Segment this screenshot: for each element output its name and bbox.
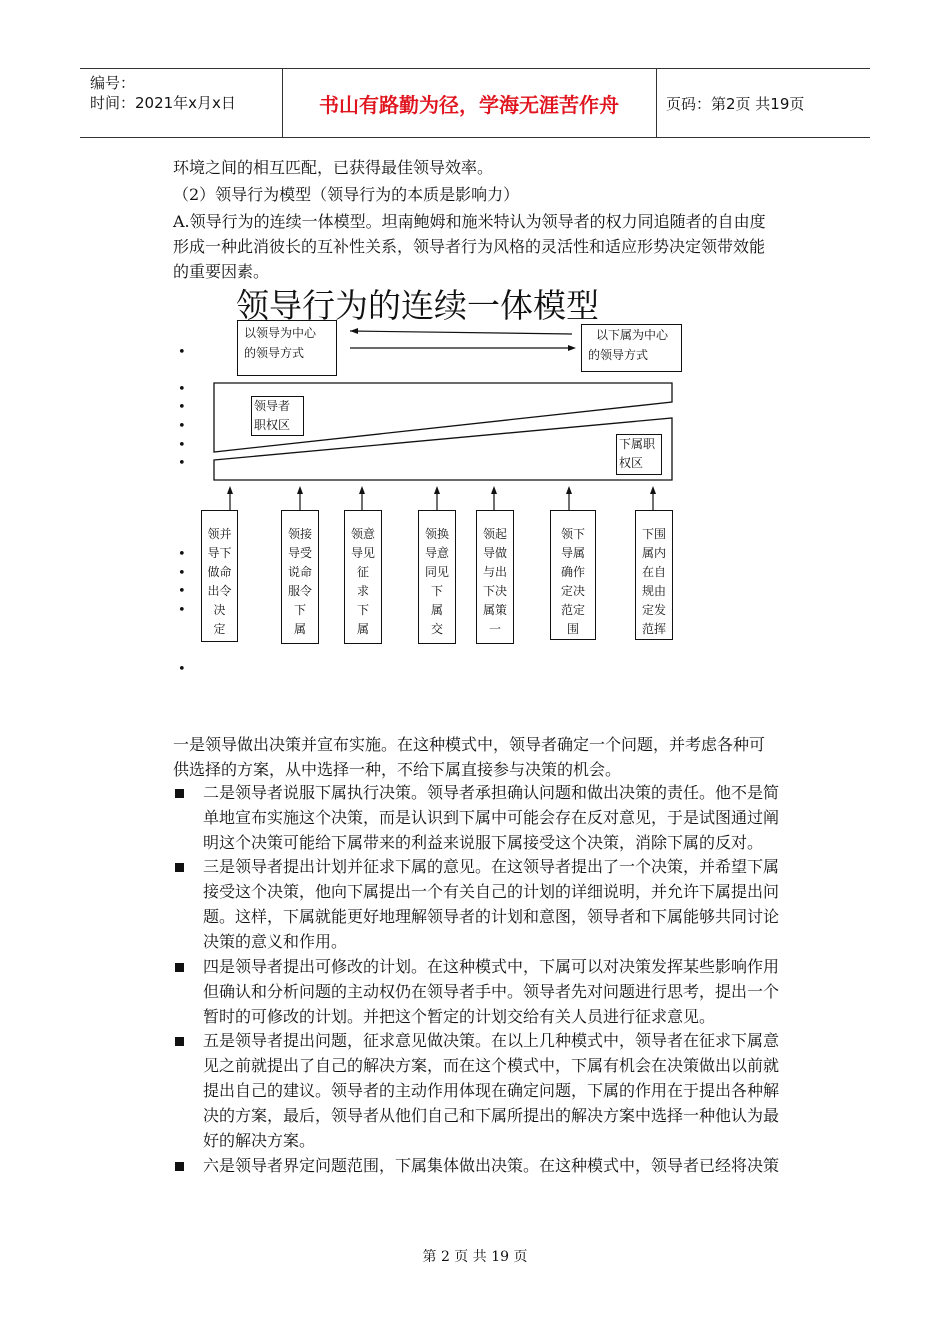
subordinate-centered-label: 的领导方式 — [588, 348, 649, 362]
paragraph-line: 暂时的可修改的计划。并把这个暂定的计划交给有关人员进行征求意见。 — [203, 1007, 716, 1026]
column-text: 领接 — [287, 527, 312, 541]
leader-centered-label: 的领导方式 — [244, 346, 305, 360]
bullet-dot: • — [178, 566, 186, 581]
square-bullet — [175, 789, 184, 798]
behavior-column — [344, 510, 382, 644]
paragraph-line: 明这个决策可能给下属带来的利益来说服下属接受这个决策，消除下属的反对。 — [203, 833, 764, 852]
leader-authority-label: 领导者 — [254, 399, 291, 413]
diagram-title: 领导行为的连续一体模型 — [236, 286, 599, 325]
column-text: 领起 — [482, 527, 507, 541]
intro-line: 环境之间的相互匹配，已获得最佳领导效率。 — [173, 158, 494, 177]
column-text: 下 — [356, 603, 369, 617]
intro-line: A.领导行为的连续一体模型。坦南鲍姆和施米特认为领导者的权力同追随者的自由度 — [173, 212, 766, 231]
column-text: 规由 — [641, 584, 666, 598]
paragraph-line: 接受这个决策，他向下属提出一个有关自己的计划的详细说明，并允许下属提出问 — [203, 882, 780, 901]
column-text: 下 — [293, 603, 306, 617]
column-text: 领并 — [207, 527, 232, 541]
column-text: 确作 — [560, 565, 585, 579]
paragraph-line: 见之前就提出了自己的解决方案，而在这个模式中，下属有机会在决策做出以前就 — [203, 1056, 780, 1075]
leader-centered-box — [237, 320, 337, 376]
behavior-column — [476, 510, 514, 644]
column-text: 与出 — [482, 565, 507, 579]
square-bullet — [175, 1162, 184, 1171]
column-text: 下围 — [641, 527, 666, 541]
bullet-dot: • — [178, 382, 186, 397]
paragraph-line: 但确认和分析问题的主动权仍在领导者手中。领导者先对问题进行思考，提出一个 — [203, 982, 780, 1001]
leader-authority-label: 职权区 — [254, 418, 291, 432]
column-text: 导意 — [424, 546, 449, 560]
intro-line: （2）领导行为模型（领导行为的本质是影响力） — [173, 185, 520, 204]
column-text: 出令 — [207, 584, 232, 598]
column-text: 同见 — [424, 565, 449, 579]
column-text: 交 — [430, 622, 443, 636]
paragraph-line: 决策的意义和作用。 — [203, 932, 348, 951]
time-label: 时间：2021年x月x日 — [90, 94, 236, 112]
column-text: 下 — [430, 584, 443, 598]
intro-line: 的重要因素。 — [173, 262, 270, 281]
bullet-dot: • — [178, 547, 186, 562]
column-text: 领下 — [560, 527, 585, 541]
column-text: 导属 — [560, 546, 585, 560]
bullet-dot: • — [178, 603, 186, 618]
column-text: 属策 — [482, 603, 507, 617]
column-text: 导做 — [482, 546, 507, 560]
column-text: 做命 — [207, 565, 232, 579]
column-text: 范定 — [560, 603, 585, 617]
subordinate-centered-label: 以下属为中心 — [596, 328, 669, 342]
bullet-dot: • — [178, 456, 186, 471]
paragraph-line: 二是领导者说服下属执行决策。领导者承担确认问题和做出决策的责任。他不是简 — [203, 783, 780, 802]
leader-centered-label: 以领导为中心 — [244, 326, 317, 340]
behavior-column — [635, 510, 673, 640]
intro-line: 形成一种此消彼长的互补性关系，领导者行为风格的灵活性和适应形势决定领带效能 — [173, 237, 766, 256]
column-text: 范挥 — [641, 622, 666, 636]
column-text: 征 — [356, 565, 369, 579]
bullet-dot: • — [178, 419, 186, 434]
paragraph-line: 五是领导者提出问题，征求意见做决策。在以上几种模式中，领导者在征求下属意 — [203, 1031, 780, 1050]
square-bullet — [175, 1037, 184, 1046]
paragraph-line: 供选择的方案，从中选择一种，不给下属直接参与决策的机会。 — [173, 760, 622, 779]
paragraph-line: 四是领导者提出可修改的计划。在这种模式中，下属可以对决策发挥某些影响作用 — [203, 957, 780, 976]
column-text: 属 — [430, 603, 443, 617]
leader-authority-box — [251, 396, 304, 436]
behavior-column — [281, 510, 319, 644]
column-text: 领意 — [350, 527, 375, 541]
column-text: 服令 — [287, 584, 312, 598]
square-bullet — [175, 863, 184, 872]
page-number-label: 页码：第2页 共19页 — [666, 95, 805, 113]
column-text: 一 — [488, 622, 501, 636]
column-text: 定发 — [641, 603, 666, 617]
code-label: 编号： — [90, 74, 136, 92]
column-text: 决 — [213, 603, 226, 617]
subordinate-centered-box — [581, 324, 682, 372]
bullet-dot: • — [178, 345, 186, 360]
column-text: 定决 — [560, 584, 585, 598]
subordinate-authority-label: 权区 — [619, 456, 644, 470]
square-bullet — [175, 963, 184, 972]
paragraph-line: 决的方案，最后，领导者从他们自己和下属所提出的解决方案中选择一种他认为最 — [203, 1106, 780, 1125]
bullet-dot: • — [178, 584, 186, 599]
bullet-dot: • — [178, 438, 186, 453]
column-text: 属 — [356, 622, 369, 636]
behavior-column — [550, 510, 596, 640]
paragraph-line: 好的解决方案。 — [203, 1131, 316, 1150]
column-text: 领换 — [424, 527, 449, 541]
column-text: 围 — [566, 622, 579, 636]
behavior-column — [201, 510, 238, 642]
subordinate-authority-box — [616, 434, 662, 475]
column-text: 在自 — [641, 565, 666, 579]
column-text: 导下 — [207, 546, 232, 560]
column-text: 下决 — [482, 584, 507, 598]
bullet-dot: • — [178, 400, 186, 415]
paragraph-line: 提出自己的建议。领导者的主动作用体现在确定问题，下属的作用在于提出各种解 — [203, 1081, 780, 1100]
subordinate-authority-label: 下属职 — [619, 437, 656, 451]
paragraph-line: 一是领导做出决策并宣布实施。在这种模式中，领导者确定一个问题，并考虑各种可 — [173, 735, 766, 754]
column-text: 说命 — [287, 565, 312, 579]
paragraph-line: 三是领导者提出计划并征求下属的意见。在这领导者提出了一个决策，并希望下属 — [203, 857, 780, 876]
page-footer: 第 2 页 共 19 页 — [422, 1249, 528, 1265]
header-motto: 书山有路勤为径，学海无涯苦作舟 — [319, 92, 619, 117]
paragraph-line: 六是领导者界定问题范围，下属集体做出决策。在这种模式中，领导者已经将决策 — [203, 1156, 780, 1175]
column-text: 求 — [356, 584, 369, 598]
column-text: 属内 — [641, 546, 666, 560]
column-text: 属 — [293, 622, 306, 636]
column-text: 定 — [213, 622, 226, 636]
bullet-dot: • — [178, 662, 186, 677]
column-text: 导受 — [287, 546, 312, 560]
behavior-column — [418, 510, 456, 644]
column-text: 导见 — [350, 546, 375, 560]
paragraph-line: 题。这样，下属就能更好地理解领导者的计划和意图，领导者和下属能够共同讨论 — [203, 907, 780, 926]
paragraph-line: 单地宣布实施这个决策，而是认识到下属中可能会存在反对意见，于是试图通过阐 — [203, 808, 780, 827]
